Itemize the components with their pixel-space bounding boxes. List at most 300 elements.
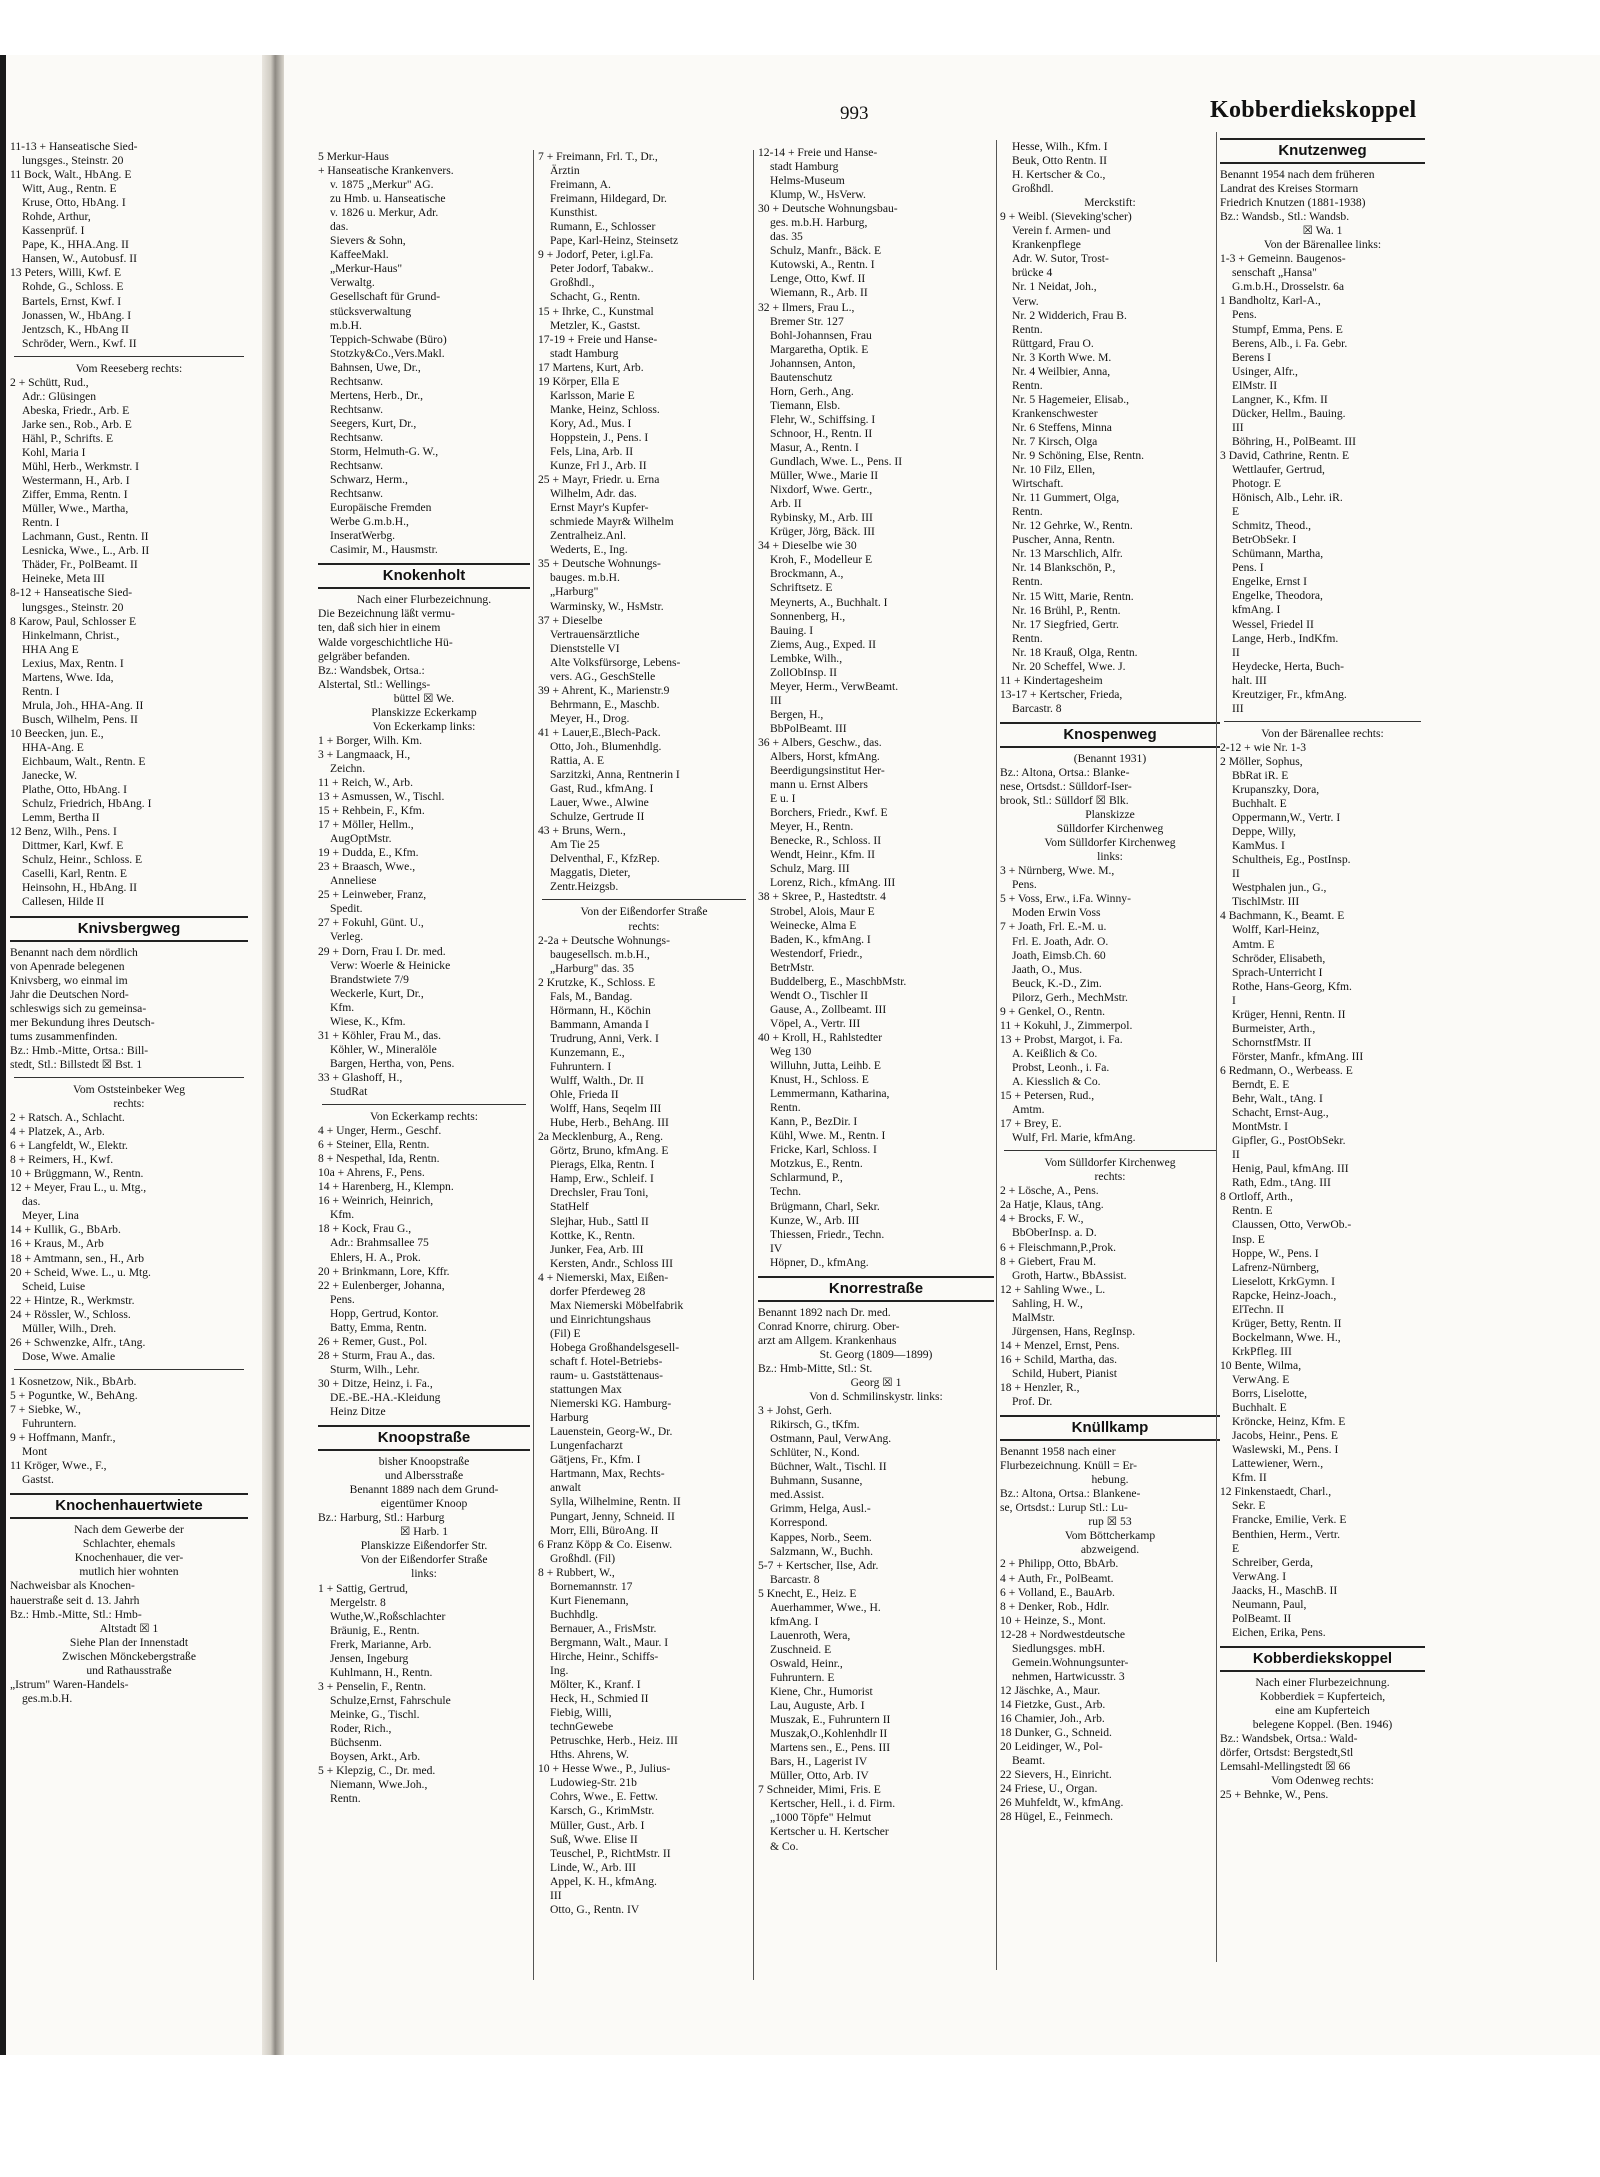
directory-entry: Lauenroth, Wera, bbox=[770, 1628, 851, 1642]
directory-entry: 5 + Klepzig, C., Dr. med. bbox=[318, 1764, 436, 1778]
directory-entry: Nr. 5 Hagemeier, Elisab., bbox=[1012, 392, 1130, 406]
directory-entry: Rentn. bbox=[330, 1792, 361, 1806]
directory-entry: Büchsenm. bbox=[330, 1736, 382, 1750]
street-note: rechts: bbox=[1094, 1170, 1126, 1184]
directory-entry: Krupanszky, Dora, bbox=[1232, 783, 1320, 797]
directory-entry: 33 + Glashoff, H., bbox=[318, 1070, 403, 1084]
directory-entry: Seegers, Kurt, Dr., bbox=[330, 416, 417, 430]
directory-entry: halt. III bbox=[1232, 673, 1267, 687]
directory-entry: Jürgensen, Hans, RegInsp. bbox=[1012, 1324, 1136, 1338]
directory-entry: 10 + Brüggmann, W., Rentn. bbox=[10, 1167, 144, 1181]
directory-entry: Lau, Auguste, Arb. I bbox=[770, 1699, 865, 1713]
directory-entry: 4 + Brocks, F. W., bbox=[1000, 1212, 1084, 1226]
directory-entry: Roder, Rich., bbox=[330, 1721, 392, 1735]
directory-entry: Wiese, K., Kfm. bbox=[330, 1014, 406, 1028]
directory-entry: 37 + Dieselbe bbox=[538, 613, 603, 627]
directory-entry: Lesnicka, Wwe., L., Arb. II bbox=[22, 544, 150, 558]
directory-entry: Pungart, Jenny, Schneid. II bbox=[550, 1509, 675, 1523]
street-note: Von der Eißendorfer Straße bbox=[580, 905, 708, 919]
directory-entry: Martens sen., E., Pens. III bbox=[770, 1741, 891, 1755]
directory-entry: 9 + Genkel, O., Rentn. bbox=[1000, 1004, 1106, 1018]
street-note: bisher Knoopstraße bbox=[378, 1455, 470, 1469]
directory-entry: 30 + Ditze, Heinz, i. Fa., bbox=[318, 1376, 433, 1390]
directory-entry: 3 + Nürnberg, Wwe. M., bbox=[1000, 864, 1115, 878]
directory-entry: Salzmann, W., Buchh. bbox=[770, 1544, 874, 1558]
street-note: Nach einer Flurbezeichnung. bbox=[356, 593, 492, 607]
directory-entry: lungsges., Steinstr. 20 bbox=[22, 154, 124, 168]
directory-entry: Verwaltg. bbox=[330, 276, 375, 290]
directory-entry: Hube, Herb., BehAng. III bbox=[550, 1116, 669, 1130]
directory-entry: 29 + Dorn, Frau I. Dr. med. bbox=[318, 944, 446, 958]
directory-entry: Suß, Wwe. Elise II bbox=[550, 1832, 638, 1846]
directory-entry: Hths. Ahrens, W. bbox=[550, 1748, 629, 1762]
directory-entry: 2 Möller, Sophus, bbox=[1220, 754, 1303, 768]
directory-entry: Wilhelm, Adr. das. bbox=[550, 487, 637, 501]
directory-entry: Wuthe,W.,Roßschlachter bbox=[330, 1609, 446, 1623]
directory-entry: 22 + Eulenberger, Johanna, bbox=[318, 1278, 445, 1292]
directory-entry: 9 + Hoffmann, Manfr., bbox=[10, 1431, 116, 1445]
directory-entry: Rattia, A. E bbox=[550, 754, 605, 768]
directory-entry: Schacht, G., Rentn. bbox=[550, 290, 641, 304]
directory-entry: 16 + Schild, Martha, das. bbox=[1000, 1352, 1117, 1366]
directory-entry: Casimir, M., Hausmstr. bbox=[330, 543, 438, 557]
directory-entry: 7 + Joath, Frl. E.-M. u. bbox=[1000, 920, 1107, 934]
directory-entry: Hoppstein, J., Pens. I bbox=[550, 430, 649, 444]
directory-entry: 11-13 + Hanseatische Sied- bbox=[10, 140, 138, 153]
directory-entry: 41 + Lauer,E.,Blech-Pack. bbox=[538, 725, 661, 739]
directory-entry: mer Bekundung ihres Deutsch- bbox=[10, 1015, 155, 1029]
directory-entry: Kertscher, Hell., i. d. Firm. bbox=[770, 1797, 896, 1811]
directory-entry: 6 + Volland, E., BauArb. bbox=[1000, 1585, 1115, 1599]
street-note: mutlich hier wohnten bbox=[79, 1565, 179, 1579]
directory-entry: 13 + Asmussen, W., Tischl. bbox=[318, 790, 445, 804]
directory-entry: Linde, W., Arb. III bbox=[550, 1860, 636, 1874]
directory-entry: dörfer, Ortsdst: Bergstedt,Stl bbox=[1220, 1746, 1354, 1760]
directory-entry: Kurt Fienemann, bbox=[550, 1593, 629, 1607]
directory-entry: Weg 130 bbox=[770, 1045, 812, 1058]
directory-entry: Sylla, Wilhelmine, Rentn. II bbox=[550, 1495, 681, 1509]
directory-entry: 14 + Menzel, Ernst, Pens. bbox=[1000, 1338, 1120, 1352]
directory-entry: Pape, K., HHA.Ang. II bbox=[22, 238, 129, 252]
directory-entry: ElTechn. II bbox=[1232, 1302, 1284, 1316]
directory-entry: Amtm. bbox=[1012, 1103, 1045, 1117]
directory-entry: Neumann, Paul, bbox=[1232, 1597, 1307, 1611]
directory-entry: Engelke, Theodora, bbox=[1232, 589, 1323, 603]
directory-entry: Thäder, Fr., PolBeamt. II bbox=[22, 558, 138, 572]
directory-entry: III bbox=[770, 693, 782, 707]
directory-entry: Lafrenz-Nürnberg, bbox=[1232, 1260, 1320, 1274]
directory-entry: Krankenschwester bbox=[1012, 406, 1098, 420]
street-note: Vom Odenweg rechts: bbox=[1271, 1774, 1374, 1788]
directory-entry: 15 + Rehbein, F., Kfm. bbox=[318, 804, 425, 818]
directory-entry: Meyer, Lina bbox=[22, 1209, 79, 1223]
directory-entry: Gätjens, Fr., Kfm. I bbox=[550, 1453, 641, 1467]
directory-entry: Hopp, Gertrud, Kontor. bbox=[330, 1306, 439, 1320]
directory-entry: BbOberInsp. a. D. bbox=[1012, 1226, 1097, 1240]
directory-entry: Hamp, Erw., Schleif. I bbox=[550, 1172, 654, 1186]
directory-entry: Lembke, Wilh., bbox=[770, 651, 843, 665]
directory-entry: 8 Ortloff, Arth., bbox=[1220, 1190, 1293, 1204]
directory-entry: Oswald, Heinr., bbox=[770, 1656, 843, 1670]
directory-entry: Kruse, Otto, HbAng. I bbox=[22, 196, 126, 210]
directory-entry: 11 Bock, Walt., HbAng. E bbox=[10, 168, 132, 182]
directory-entry: Nr. 6 Steffens, Minna bbox=[1012, 420, 1112, 434]
directory-entry: 1 Kosnetzow, Nik., BbArb. bbox=[10, 1374, 137, 1388]
directory-entry: Metzler, K., Gastst. bbox=[550, 318, 641, 332]
directory-entry: Fuhruntern. E bbox=[770, 1670, 835, 1684]
street-note: rechts: bbox=[113, 1097, 145, 1110]
directory-entry: Plathe, Otto, HbAng. I bbox=[22, 783, 127, 797]
directory-entry: bauges. m.b.H. bbox=[550, 571, 620, 585]
directory-entry: 16 + Kraus, M., Arb bbox=[10, 1237, 104, 1251]
directory-entry: 8 + Denker, Rob., Hdlr. bbox=[1000, 1599, 1110, 1613]
directory-entry: HHA Ang E bbox=[22, 642, 79, 656]
street-note: Benannt 1889 nach dem Grund- bbox=[349, 1483, 499, 1497]
directory-entry: Nr. 9 Schöning, Else, Rentn. bbox=[1012, 449, 1145, 463]
directory-entry: KamMus. I bbox=[1232, 839, 1285, 853]
directory-entry: Ing. bbox=[550, 1664, 569, 1678]
directory-entry: 9 + Weibl. (Sieveking'scher) bbox=[1000, 210, 1132, 224]
street-note: und Rathausstraße bbox=[86, 1663, 172, 1677]
directory-entry: Oppermann,W., Vertr. I bbox=[1232, 811, 1341, 825]
directory-entry: Hirche, Heinr., Schiffs- bbox=[550, 1649, 659, 1663]
street-note: Von der Bärenallee links: bbox=[1263, 238, 1382, 252]
directory-entry: Callesen, Hilde II bbox=[22, 895, 105, 909]
column-4 bbox=[1000, 140, 1220, 2020]
directory-entry: Berndt, E. E bbox=[1232, 1078, 1290, 1091]
directory-entry: Jensen, Ingeburg bbox=[330, 1651, 409, 1665]
directory-entry: Höpner, D., kfmAng. bbox=[770, 1255, 869, 1269]
directory-entry: Korrespond. bbox=[770, 1516, 828, 1530]
directory-entry: Müller, Wwe., Martha, bbox=[22, 502, 129, 516]
directory-entry: Zentralheiz.Anl. bbox=[550, 529, 626, 543]
directory-entry: Wolff, Hans, Seqelm III bbox=[550, 1102, 662, 1116]
directory-entry: Meyer, H., Drog. bbox=[550, 711, 630, 725]
directory-entry: Ostmann, Paul, VerwAng. bbox=[770, 1432, 892, 1446]
directory-entry: 24 + Rössler, W., Schloss. bbox=[10, 1307, 131, 1321]
directory-entry: Mertens, Herb., Dr., bbox=[330, 388, 424, 402]
directory-entry: 6 Redmann, O., Werbeass. E bbox=[1220, 1063, 1353, 1077]
directory-entry: Puscher, Anna, Rentn. bbox=[1012, 533, 1115, 547]
directory-entry: Kunzemann, E., bbox=[550, 1045, 625, 1059]
directory-entry: 3 + Penselin, F., Rentn. bbox=[318, 1679, 427, 1693]
directory-entry: Stumpf, Emma, Pens. E bbox=[1232, 322, 1343, 336]
directory-entry: Gesellschaft für Grund- bbox=[330, 290, 441, 304]
directory-entry: Nr. 1 Neidat, Joh., bbox=[1012, 280, 1097, 294]
directory-entry: III bbox=[1232, 701, 1244, 715]
directory-entry: Dienststelle VI bbox=[550, 641, 620, 655]
directory-entry: 15 + Petersen, Rud., bbox=[1000, 1089, 1095, 1103]
directory-entry: Flurbezeichnung. Knüll = Er- bbox=[1000, 1459, 1138, 1473]
directory-entry: Bz.: Wandsbek, Ortsa.: Wald- bbox=[1220, 1732, 1358, 1746]
directory-entry: Kreutziger, Fr., kfmAng. bbox=[1232, 687, 1347, 701]
directory-entry: Am Tie 25 bbox=[550, 838, 600, 852]
section-rule bbox=[14, 356, 244, 357]
directory-entry: Sprach-Unterricht I bbox=[1232, 965, 1323, 979]
directory-entry: Nr. 18 Krauß, Olga, Rentn. bbox=[1012, 645, 1138, 659]
directory-entry: 13 Peters, Willi, Kwf. E bbox=[10, 266, 122, 280]
directory-entry: 3 + Langmaack, H., bbox=[318, 747, 411, 761]
directory-entry: Lauenstein, Georg-W., Dr. bbox=[550, 1425, 673, 1439]
directory-entry: Harburg bbox=[550, 1411, 589, 1425]
directory-entry: Rentn. bbox=[1012, 575, 1043, 589]
directory-entry: nehmen, Hartwicusstr. 3 bbox=[1012, 1669, 1125, 1683]
directory-entry: 26 + Remer, Gust., Pol. bbox=[318, 1334, 428, 1348]
directory-entry: Beuck, K.-D., Zim. bbox=[1012, 976, 1102, 990]
directory-entry: Klump, W., HsVerw. bbox=[770, 188, 866, 202]
directory-entry: Nr. 3 Korth Wwe. M. bbox=[1012, 350, 1112, 364]
directory-entry: Martens, Wwe. Ida, bbox=[22, 670, 114, 684]
directory-entry: Verein f. Armen- und bbox=[1012, 224, 1111, 238]
directory-entry: Jarke sen., Rob., Arb. E bbox=[22, 417, 132, 431]
directory-entry: 7 + Freimann, Frl. T., Dr., bbox=[538, 150, 658, 163]
directory-entry: 2 + Schütt, Rud., bbox=[10, 375, 89, 389]
directory-entry: Bz.: Harburg, Stl.: Harburg bbox=[318, 1511, 445, 1525]
directory-entry: Nr. 2 Widderich, Frau B. bbox=[1012, 308, 1127, 322]
directory-entry: Meyer, H., Rentn. bbox=[770, 820, 854, 834]
directory-entry: 4 + Niemerski, Max, Eißen- bbox=[538, 1270, 669, 1284]
directory-entry: Niemann, Wwe.Joh., bbox=[330, 1778, 428, 1792]
directory-entry: Bornemannstr. 17 bbox=[550, 1579, 633, 1593]
directory-entry: Hansen, W., Autobusf. II bbox=[22, 252, 137, 266]
directory-entry: 2-12 + wie Nr. 1-3 bbox=[1220, 740, 1307, 754]
directory-entry: Rentn. E bbox=[1232, 1204, 1273, 1218]
directory-entry: Nr. 20 Scheffel, Wwe. J. bbox=[1012, 659, 1126, 673]
directory-entry: schmiede Mayr& Wilhelm bbox=[550, 515, 674, 529]
directory-entry: 40 + Kroll, H., Rahlstedter bbox=[758, 1030, 883, 1044]
directory-entry: Nr. 7 Kirsch, Olga bbox=[1012, 434, 1098, 448]
directory-entry: Rath, Edm., tAng. III bbox=[1232, 1176, 1331, 1190]
directory-entry: Junker, Fea, Arb. III bbox=[550, 1242, 644, 1256]
directory-entry: Bz.: Wandsbek, Ortsa.: bbox=[318, 663, 425, 677]
directory-entry: Adr.: Glüsingen bbox=[22, 389, 97, 403]
directory-entry: Joath, Eimsb.Ch. 60 bbox=[1012, 948, 1106, 962]
directory-entry: 8 + Rubbert, W., bbox=[538, 1565, 615, 1579]
directory-entry: Nr. 12 Gehrke, W., Rentn. bbox=[1012, 519, 1133, 533]
directory-entry: 7 Schneider, Mimi, Fris. E bbox=[758, 1783, 881, 1797]
directory-entry: 4 + Unger, Herm., Geschf. bbox=[318, 1124, 442, 1138]
directory-entry: „Harburg" das. 35 bbox=[550, 961, 635, 975]
directory-entry: Schulz, Marg. III bbox=[770, 862, 850, 876]
directory-entry: Adr.: Brahmsallee 75 bbox=[330, 1236, 429, 1250]
directory-entry: Vöpel, A., Vertr. III bbox=[770, 1016, 861, 1030]
directory-entry: Dücker, Hellm., Bauing. bbox=[1232, 406, 1346, 420]
directory-entry: Grimm, Helga, Ausl.- bbox=[770, 1502, 871, 1516]
directory-entry: 26 + Schwenzke, Alfr., tAng. bbox=[10, 1335, 146, 1349]
directory-entry: H. Kertscher & Co., bbox=[1012, 168, 1106, 182]
directory-entry: Hönisch, Alb., Lehr. iR. bbox=[1232, 491, 1343, 505]
directory-entry: Heydecke, Herta, Buch- bbox=[1232, 659, 1345, 673]
directory-entry: Krankenpflege bbox=[1012, 238, 1081, 252]
directory-entry: 8 + Reimers, H., Kwf. bbox=[10, 1153, 114, 1167]
directory-entry: Verw. bbox=[1012, 294, 1039, 308]
street-note: Nach dem Gewerbe der bbox=[74, 1523, 184, 1537]
street-note: Georg ☒ 1 bbox=[850, 1375, 902, 1389]
directory-entry: Brandstwiete 7/9 bbox=[330, 972, 409, 986]
directory-entry: hauerstraße seit d. 13. Jahrh bbox=[10, 1593, 140, 1607]
directory-entry: Mont bbox=[22, 1445, 48, 1459]
page-number: 993 bbox=[840, 103, 869, 124]
directory-entry: 18 + Henzler, R., bbox=[1000, 1380, 1080, 1394]
column-divider bbox=[533, 150, 534, 1980]
directory-entry: stadt Hamburg bbox=[770, 160, 839, 174]
directory-entry: Kröncke, Heinz, Kfm. E bbox=[1232, 1415, 1346, 1429]
street-note: Zwischen Mönckebergstraße bbox=[61, 1649, 197, 1663]
directory-entry: Hoppe, W., Pens. I bbox=[1232, 1246, 1319, 1260]
directory-entry: SchornstfMstr. II bbox=[1232, 1035, 1312, 1049]
directory-entry: Freimann, A. bbox=[550, 178, 611, 192]
directory-entry: Peter Jodorf, Tabakw.. bbox=[550, 262, 654, 276]
directory-entry: Walde vorgeschichtliche Hü- bbox=[318, 635, 453, 649]
directory-entry: 17-19 + Freie und Hanse- bbox=[538, 332, 658, 346]
directory-entry: 2a Hatje, Klaus, tAng. bbox=[1000, 1198, 1104, 1212]
directory-entry: Lachmann, Gust., Rentn. II bbox=[22, 530, 149, 544]
directory-entry: Pens. I bbox=[1232, 561, 1264, 575]
directory-entry: Kottke, K., Rentn. bbox=[550, 1228, 636, 1242]
directory-entry: Buchhalt. E bbox=[1232, 1401, 1287, 1415]
directory-entry: Nr. 4 Weilbier, Anna, bbox=[1012, 364, 1111, 378]
directory-entry: Nr. 13 Marschlich, Alfr. bbox=[1012, 547, 1123, 561]
section-rule bbox=[14, 1077, 244, 1078]
directory-entry: Wulff, Walth., Dr. II bbox=[550, 1074, 644, 1088]
directory-entry: Bräunig, E., Rentn. bbox=[330, 1623, 420, 1637]
directory-entry: Nr. 17 Siegfried, Gertr. bbox=[1012, 617, 1119, 631]
directory-entry: Siedlungsges. mbH. bbox=[1012, 1641, 1106, 1655]
directory-entry: Photogr. E bbox=[1232, 477, 1281, 491]
directory-entry: 8-12 + Hanseatische Sied- bbox=[10, 586, 133, 600]
directory-entry: Schröder, Wern., Kwf. II bbox=[22, 336, 137, 350]
directory-entry: Wiemann, R., Arb. II bbox=[770, 286, 868, 300]
street-note: links: bbox=[1097, 850, 1123, 864]
directory-entry: Cohrs, Wwe., E. Fettw. bbox=[550, 1790, 658, 1804]
directory-entry: Kory, Ad., Mus. I bbox=[550, 416, 632, 430]
directory-entry: Albers, Horst, kfmAng. bbox=[770, 750, 880, 764]
directory-entry: Schreiber, Gerda, bbox=[1232, 1555, 1313, 1569]
directory-entry: Delventhal, F., KfzRep. bbox=[550, 852, 660, 866]
directory-entry: 4 + Auth, Fr., PolBeamt. bbox=[1000, 1571, 1114, 1585]
directory-entry: BetrMstr. bbox=[770, 960, 815, 974]
directory-entry: Bargen, Hertha, von, Pens. bbox=[330, 1056, 455, 1070]
street-note: Knochenhauer, die ver- bbox=[74, 1551, 184, 1565]
directory-entry: ges.m.b.H. bbox=[22, 1691, 73, 1705]
directory-entry: 13 + Probst, Margot, i. Fa. bbox=[1000, 1032, 1123, 1046]
directory-entry: 6 + Langfeldt, W., Elektr. bbox=[10, 1139, 128, 1153]
directory-entry: Muszak,O.,Kohlenhdlr II bbox=[770, 1727, 888, 1741]
directory-entry: BetrObSekr. I bbox=[1232, 533, 1297, 547]
directory-entry: KaffeeMakl. bbox=[330, 248, 389, 262]
directory-entry: Bauing. I bbox=[770, 623, 814, 637]
directory-entry: Freimann, Hildegard, Dr. bbox=[550, 192, 667, 206]
directory-entry: 17 + Brey, E. bbox=[1000, 1117, 1062, 1131]
directory-entry: Janecke, W. bbox=[22, 769, 78, 783]
running-head: Kobberdiekskoppel bbox=[1210, 97, 1417, 123]
directory-entry: 16 + Weinrich, Heinrich, bbox=[318, 1194, 434, 1208]
street-heading: Knochenhauertwiete bbox=[10, 1493, 248, 1519]
directory-entry: 36 + Albers, Geschw., das. bbox=[758, 735, 882, 749]
directory-entry: Bz.: Hmb.-Mitte, Ortsa.: Bill- bbox=[10, 1043, 149, 1057]
directory-entry: Knivsberg, wo einmal im bbox=[10, 973, 128, 987]
directory-entry: Tiemann, Elsb. bbox=[770, 398, 841, 412]
directory-entry: 7 + Siebke, W., bbox=[10, 1402, 81, 1416]
directory-entry: Hartmann, Max, Rechts- bbox=[550, 1467, 665, 1481]
street-note: Vom Oststeinbeker Weg bbox=[73, 1082, 185, 1096]
directory-entry: PolBeamt. II bbox=[1232, 1611, 1292, 1625]
directory-entry: Zuschneid. E bbox=[770, 1642, 832, 1656]
directory-entry: IV bbox=[770, 1241, 783, 1255]
directory-entry: Rybinsky, M., Arb. III bbox=[770, 511, 873, 525]
directory-entry: 11 + Kindertagesheim bbox=[1000, 673, 1103, 687]
directory-entry: VerwAng. E bbox=[1232, 1372, 1290, 1386]
directory-entry: Rechtsanw. bbox=[330, 374, 384, 388]
directory-entry: 31 + Köhler, Frau M., das. bbox=[318, 1028, 441, 1042]
directory-entry: raum- u. Gaststättenaus- bbox=[550, 1369, 664, 1383]
directory-entry: Frerk, Marianne, Arb. bbox=[330, 1637, 432, 1651]
directory-entry: Jaath, O., Mus. bbox=[1012, 962, 1083, 976]
directory-entry: Sarzitzki, Anna, Rentnerin I bbox=[550, 768, 680, 782]
directory-entry: 5 + Voss, Erw., i.Fa. Winny- bbox=[1000, 892, 1131, 906]
directory-entry: Benannt 1954 nach dem früheren bbox=[1220, 168, 1375, 181]
directory-entry: Großhdl., bbox=[550, 276, 595, 290]
directory-entry: stattungen Max bbox=[550, 1383, 622, 1397]
directory-entry: Weckerle, Kurt, Dr., bbox=[330, 986, 424, 1000]
directory-entry: Kühl, Wwe. M., Rentn. I bbox=[770, 1129, 886, 1143]
directory-entry: KrkPfleg. III bbox=[1232, 1344, 1292, 1358]
directory-entry: Probst, Leonh., i. Fa. bbox=[1012, 1060, 1110, 1074]
directory-entry: Bz.: Altona, Ortsa.: Blankene- bbox=[1000, 1487, 1141, 1501]
directory-entry: VerwAng. I bbox=[1232, 1569, 1287, 1583]
directory-entry: DE.-BE.-HA.-Kleidung bbox=[330, 1390, 441, 1404]
directory-entry: Adr. W. Sutor, Trost- bbox=[1012, 252, 1109, 266]
directory-entry: 12-14 + Freie und Hanse- bbox=[758, 146, 878, 159]
directory-entry: Kohl, Maria I bbox=[22, 445, 86, 459]
directory-entry: ten, daß sich hier in einem bbox=[318, 621, 441, 635]
directory-entry: Kunze, Frl J., Arb. II bbox=[550, 459, 647, 473]
directory-entry: Westendorf, Friedr., bbox=[770, 946, 863, 960]
street-note: ☒ Wa. 1 bbox=[1302, 224, 1343, 238]
street-note: Vom Sülldorfer Kirchenweg bbox=[1044, 1156, 1176, 1170]
directory-entry: Amtm. E bbox=[1232, 937, 1275, 951]
directory-entry: Hesse, Wilh., Kfm. I bbox=[1012, 140, 1108, 153]
directory-entry: 1-3 + Gemeinn. Baugenos- bbox=[1220, 252, 1346, 266]
section-rule bbox=[542, 899, 746, 900]
directory-entry: BbRat iR. E bbox=[1232, 768, 1289, 782]
directory-entry: Gipfler, G., PostObSekr. bbox=[1232, 1134, 1346, 1148]
directory-entry: Bartels, Ernst, Kwf. I bbox=[22, 294, 122, 308]
directory-entry: 12-28 + Nordwestdeutsche bbox=[1000, 1627, 1126, 1641]
directory-entry: Jahr die Deutschen Nord- bbox=[10, 987, 129, 1001]
directory-entry: Meinke, G., Tischl. bbox=[330, 1707, 420, 1721]
directory-entry: 27 + Fokuhl, Günt. U., bbox=[318, 916, 424, 930]
street-note: Von der Eißendorfer Straße bbox=[360, 1553, 488, 1567]
directory-entry: ElMstr. II bbox=[1232, 378, 1278, 392]
directory-entry: 20 Leidinger, W., Pol- bbox=[1000, 1740, 1103, 1754]
directory-entry: 11 Kröger, Wwe., F., bbox=[10, 1459, 107, 1473]
directory-entry: Buhmann, Susanne, bbox=[770, 1474, 863, 1488]
directory-entry: Benannt nach dem nördlich bbox=[10, 945, 138, 959]
column-1 bbox=[318, 150, 530, 2030]
directory-entry: Beuk, Otto Rentn. II bbox=[1012, 154, 1107, 168]
directory-entry: 34 + Dieselbe wie 30 bbox=[758, 539, 857, 553]
street-note: eigentümer Knoop bbox=[380, 1497, 468, 1511]
directory-entry: von Apenrade belegenen bbox=[10, 959, 125, 973]
directory-entry: Kutowski, A., Rentn. I bbox=[770, 258, 875, 272]
directory-entry: Frl. E. Joath, Adr. O. bbox=[1012, 934, 1109, 948]
directory-entry: Schlüter, N., Kond. bbox=[770, 1446, 860, 1460]
directory-entry: Beerdigungsinstitut Her- bbox=[770, 764, 885, 778]
street-note: Planskizze Eißendorfer Str. bbox=[360, 1539, 488, 1553]
directory-entry: Köhler, W., Mineralöle bbox=[330, 1042, 437, 1056]
directory-entry: 25 + Mayr, Friedr. u. Erna bbox=[538, 473, 660, 487]
